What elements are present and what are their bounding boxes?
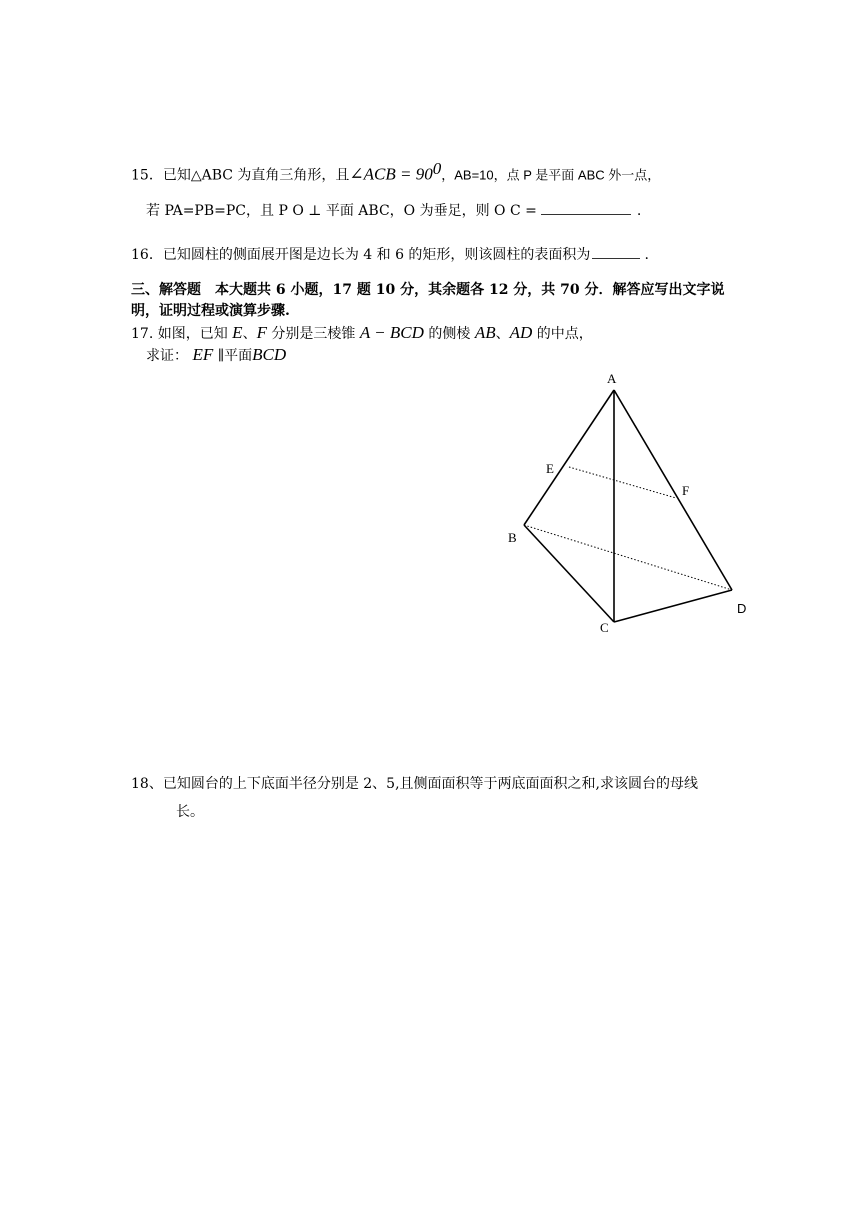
q15-text-a: 15．已知△ABC 为直角三角形，且 — [131, 167, 350, 184]
q17-text-a: 17. 如图，已知 — [131, 326, 228, 342]
label-f: F — [682, 483, 690, 498]
q15-text-b: ，AB=10，点 P 是平面 ABC 外一点， — [441, 167, 661, 183]
edge-ab — [524, 390, 614, 525]
q16-text: 16．已知圆柱的侧面展开图是边长为 4 和 6 的矩形，则该圆柱的表面积为 — [131, 247, 591, 263]
label-c: C — [600, 620, 609, 635]
q15-line2-end: . — [636, 203, 642, 219]
q17-line2 — [146, 346, 286, 365]
q17-plane: 平面 — [224, 348, 253, 364]
q15-angle-sup: 0 — [432, 159, 442, 178]
q17-ef: EF — [192, 345, 214, 364]
q15-angle-expr: ∠ACB = 90 — [349, 164, 433, 184]
label-e: E — [546, 461, 554, 476]
section3-line1: 三、解答题 本大题共 6 小题，17 题 10 分，其余题各 12 分，共 70 分．解答应写出文字说 — [131, 282, 725, 298]
q17-parallel: ∥ — [217, 348, 225, 364]
q17-text-d: 的中点， — [536, 326, 593, 342]
q17-text-c: 的侧棱 — [428, 326, 471, 342]
section3-line2: 明，证明过程或演算步骤. — [131, 303, 290, 319]
q17-ab: AB — [474, 323, 496, 342]
q18-line2: 长。 — [176, 804, 204, 820]
tetrahedron-figure — [490, 365, 760, 640]
q16-answer-blank[interactable] — [592, 244, 640, 259]
edge-cd — [614, 590, 732, 622]
q18-line1: 18、已知圆台的上下底面半径分别是 2、5,且侧面面积等于两底面面积之和,求该圆台的母线 — [131, 776, 698, 792]
q15-answer-blank[interactable] — [541, 200, 631, 215]
q17-sep1: 、 — [242, 326, 257, 342]
q17-tetra: A − BCD — [359, 323, 424, 342]
q17-sep2: 、 — [495, 326, 510, 342]
q15-line1 — [131, 160, 660, 185]
q17-f: F — [256, 323, 267, 342]
q17-text-b: 分别是三棱锥 — [271, 326, 356, 342]
segment-ef — [569, 467, 676, 498]
label-b: B — [508, 530, 517, 545]
q16-line — [131, 244, 649, 264]
q16-end: . — [644, 247, 649, 263]
edge-bc — [524, 525, 614, 622]
edge-ad — [614, 390, 732, 590]
q17-bcd: BCD — [252, 345, 287, 364]
q15-line2-text: 若 PA=PB=PC，且 P O ⊥ 平面 ABC，O 为垂足，则 O C = — [146, 203, 537, 219]
label-a: A — [607, 371, 617, 386]
label-d: D — [737, 601, 747, 616]
q17-prove-label: 求证： — [146, 348, 188, 364]
q17-line1 — [131, 324, 593, 343]
q15-line2 — [146, 200, 641, 220]
q17-e: E — [232, 323, 243, 342]
q17-ad: AD — [509, 323, 533, 342]
